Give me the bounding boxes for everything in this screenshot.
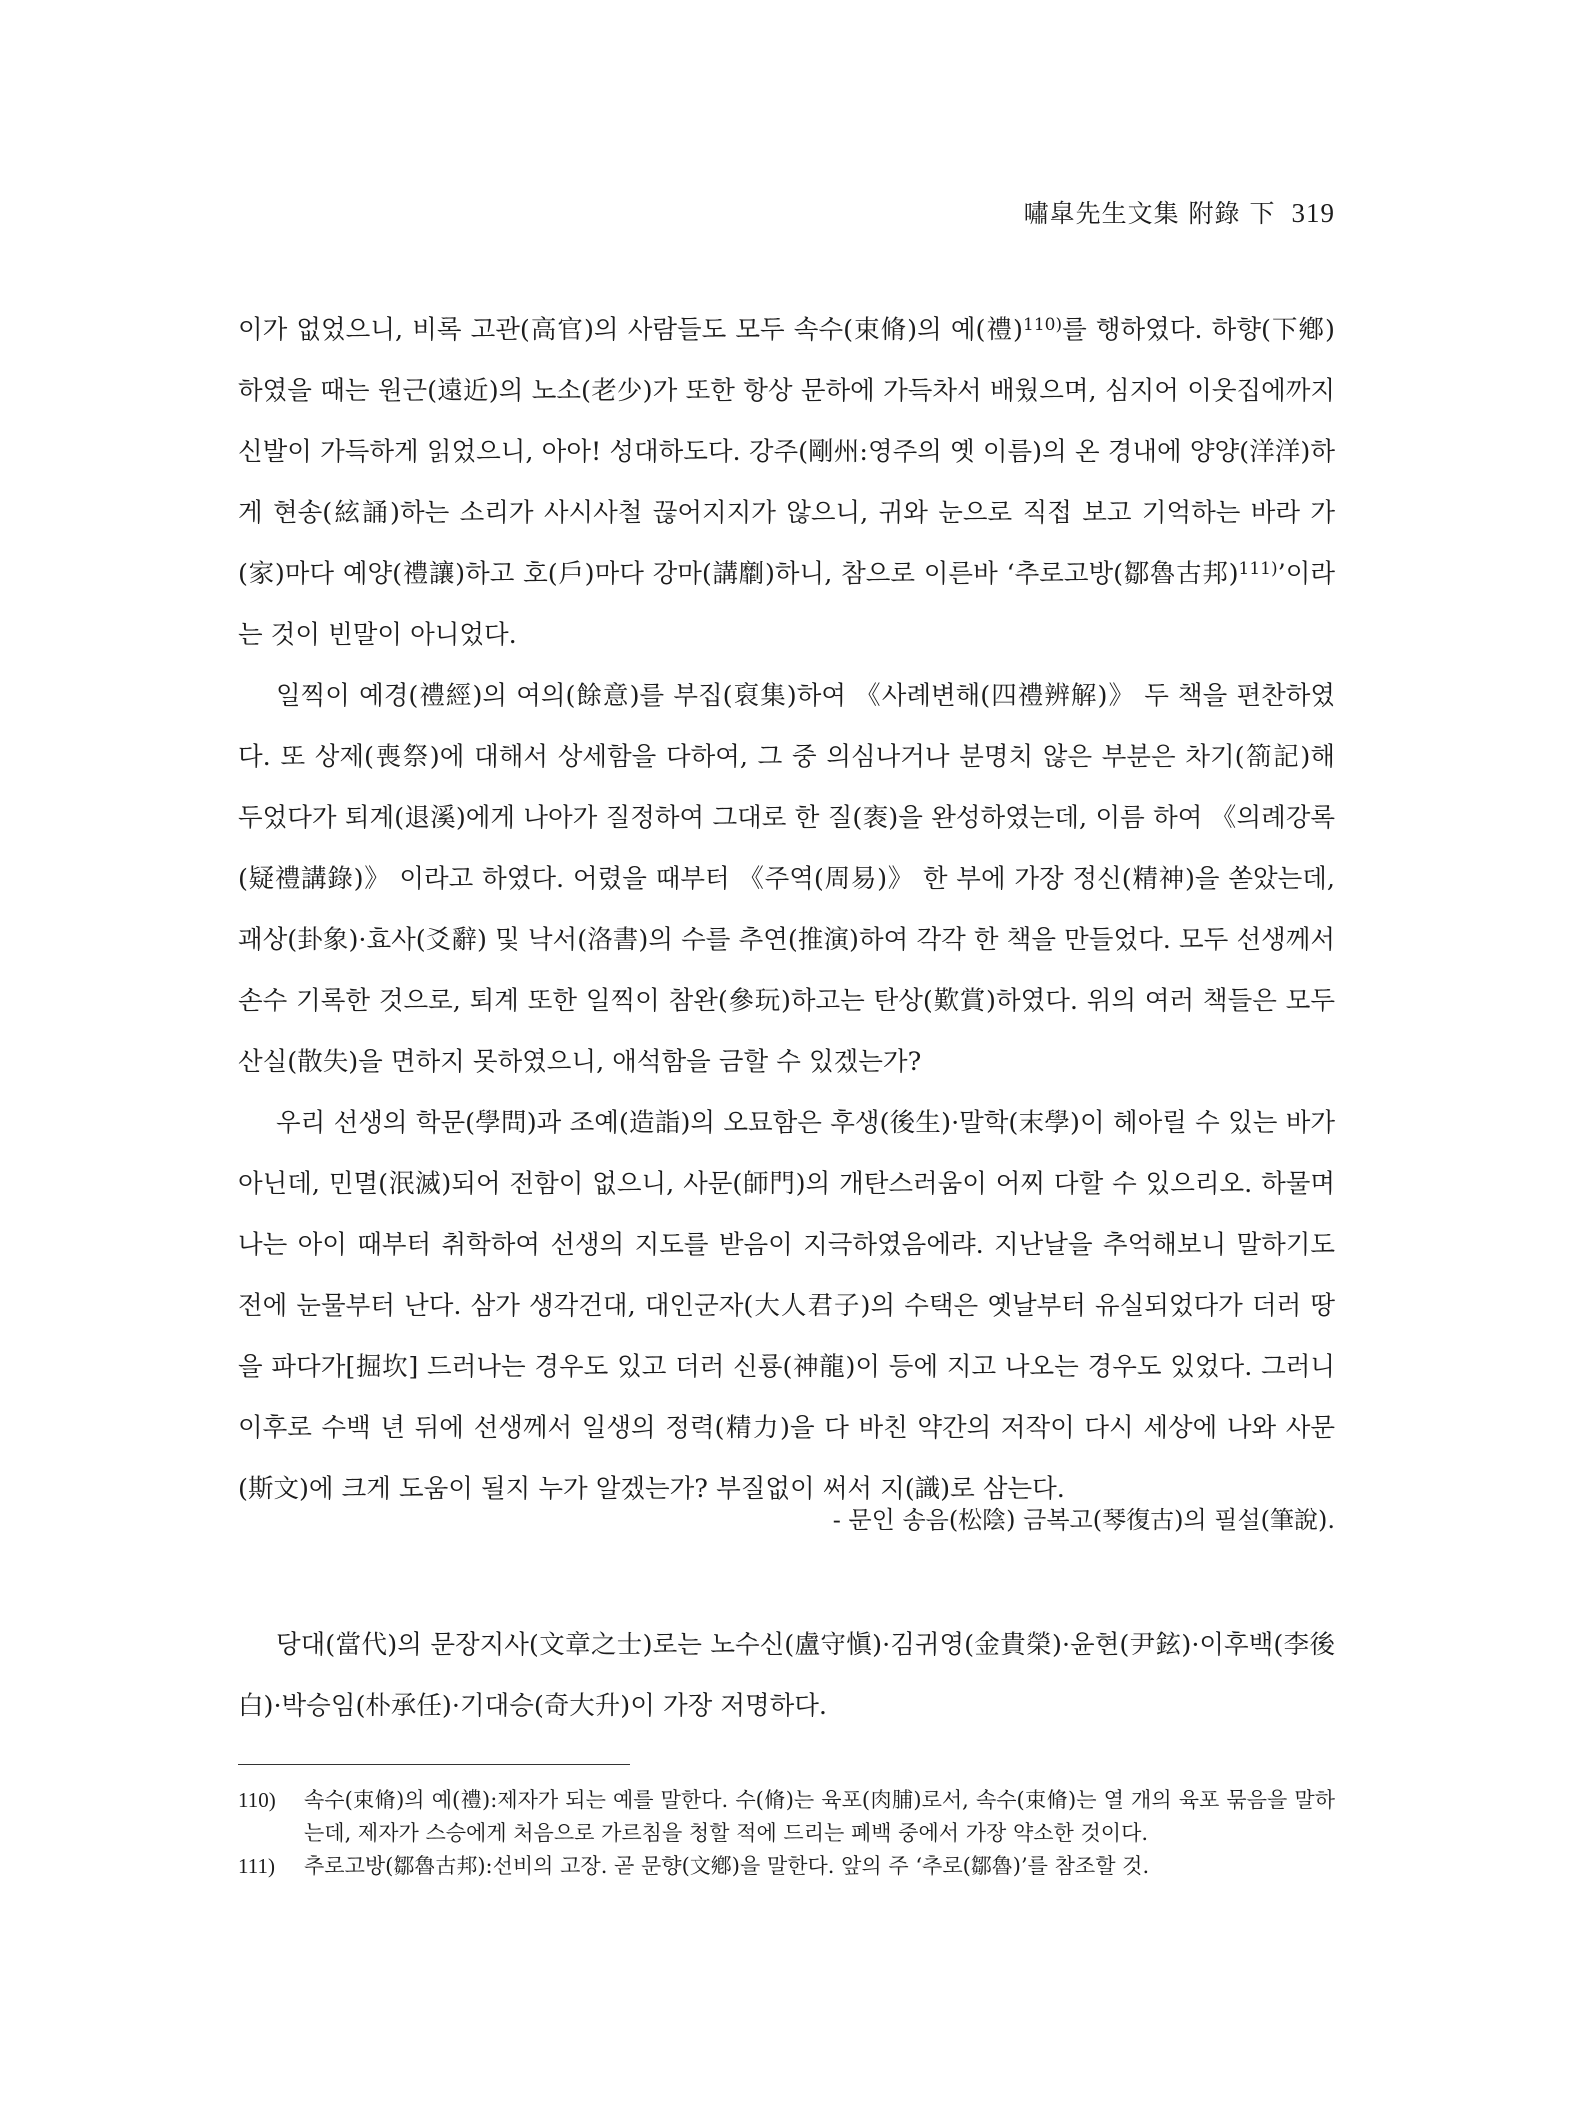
paragraph-3: 우리 선생의 학문(學問)과 조예(造詣)의 오묘함은 후생(後生)·말학(末學)이 헤아릴 수 있는 바가 아닌데, 민멸(泯滅)되어 전함이 없으니, 사문(師門)의 개탄스러움이 어찌 다할 수 있으리오. 하물며 나는 아이 때부터 취학하여 선생의 지도를 받음이 지극하였음에랴. 지난날을 추억해보니 말하기도 전에 눈물부터 난다. 삼가 생각건대, 대인군자(大人君子)의 수택은 옛날부터 유실되었다가 더러 땅을 파다가[掘坎] 드러나는 경우도 있고 더러 신룡(神龍)이 등에 지고 나오는 경우도 있었다. 그러니 이후로 수백 년 뒤에 선생께서 일생의 정력(精力)을 다 바친 약간의 저작이 다시 세상에 나와 사문(斯文)에 크게 도움이 될지 누가 알겠는가? 부질없이 써서 지(識)로 삼는다. — [238, 1108, 1335, 1504]
footnote-text: 속수(束脩)의 예(禮):제자가 되는 예를 말한다. 수(脩)는 육포(肉脯)로서, 속수(束脩)는 열 개의 육포 묶음을 말하는데, 제자가 스승에게 처음으로 가르침을 청할 적에 드리는 폐백 중에서 가장 약소한 것이다. — [304, 1788, 1335, 1845]
paragraph-1-text-b: 를 행하였다. 하향(下鄕)하였을 때는 원근(遠近)의 노소(老少)가 또한 항상 문하에 가득차서 배웠으며, 심지어 이웃집에까지 신발이 가득하게 읽었으니, 아아! 성대하도다. 강주(剛州:영주의 옛 이름)의 온 경내에 양양(洋洋)하게 현송(絃誦)하는 소리가 사시사철 끊어지지가 않으니, 귀와 눈으로 직접 보고 기억하는 바라 가(家)마다 예양(禮讓)하고 호(戶)마다 강마(講劘)하니, 참으로 이른바 ‘추로고방(鄒魯古邦) — [238, 315, 1335, 589]
footnote-ref-110[interactable]: 110) — [1023, 315, 1063, 335]
footnote-ref-111[interactable]: 111) — [1238, 559, 1278, 579]
footnote-number: 111) — [238, 1854, 275, 1878]
footnote-divider — [238, 1764, 630, 1765]
footnote-text: 추로고방(鄒魯古邦):선비의 고장. 곧 문향(文鄕)을 말한다. 앞의 주 ‘추로(鄒魯)’를 참조할 것. — [304, 1854, 1150, 1878]
second-section — [238, 1615, 1335, 1737]
paragraph-1-text-c: ’이라는 것이 빈말이 아니었다. — [238, 559, 1335, 650]
page-number: 319 — [1291, 198, 1335, 228]
paragraph-2: 일찍이 예경(禮經)의 여의(餘意)를 부집(裒集)하여 《사례변해(四禮辨解)》 두 책을 편찬하였다. 또 상제(喪祭)에 대해서 상세함을 다하여, 그 중 의심나거나 분명치 않은 부분은 차기(箚記)해 두었다가 퇴계(退溪)에게 나아가 질정하여 그대로 한 질(袠)을 완성하였는데, 이름 하여 《의례강록(疑禮講錄)》 이라고 하였다. 어렸을 때부터 《주역(周易)》 한 부에 가장 정신(精神)을 쏟았는데, 괘상(卦象)·효사(爻辭) 및 낙서(洛書)의 수를 추연(推演)하여 각각 한 책을 만들었다. 모두 선생께서 손수 기록한 것으로, 퇴계 또한 일찍이 참완(參玩)하고는 탄상(歎賞)하였다. 위의 여러 책들은 모두 산실(散失)을 면하지 못하였으니, 애석함을 금할 수 있겠는가? — [238, 681, 1335, 1077]
footnote-111 — [238, 1850, 1335, 1883]
footnote-110 — [238, 1784, 1335, 1850]
header-title: 嘯皐先生文集 附錄 下 — [1023, 199, 1276, 228]
main-text — [238, 300, 1335, 1520]
attribution: - 문인 송음(松陰) 금복고(琴復古)의 필설(筆說). — [832, 1506, 1335, 1534]
footnotes — [238, 1784, 1335, 1883]
paragraph-1 — [238, 300, 1335, 666]
footnote-number: 110) — [238, 1788, 276, 1812]
paragraph-1-text-a: 이가 없었으니, 비록 고관(高官)의 사람들도 모두 속수(束脩)의 예(禮) — [238, 315, 1024, 345]
running-header — [1024, 194, 1335, 230]
paragraph-4: 당대(當代)의 문장지사(文章之士)로는 노수신(盧守愼)·김귀영(金貴榮)·윤현(尹鉉)·이후백(李後白)·박승임(朴承任)·기대승(奇大升)이 가장 저명하다. — [238, 1630, 1335, 1721]
